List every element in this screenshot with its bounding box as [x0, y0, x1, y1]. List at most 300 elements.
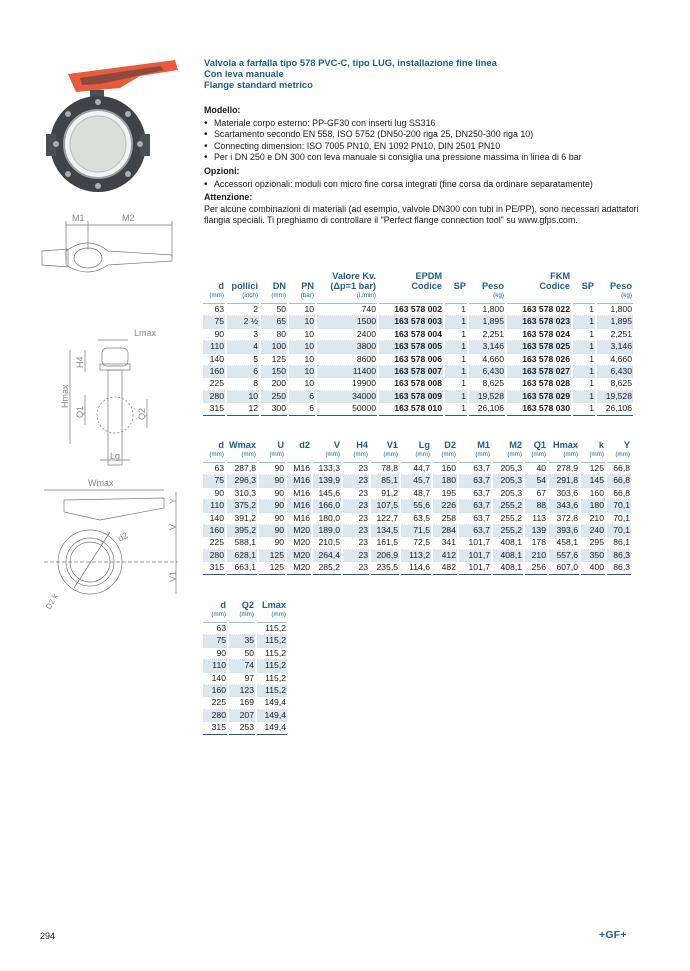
opzioni-item: • Accessori opzionali: moduli con micro fine corsa integrati (fine corsa da ordinare separatamente)	[204, 179, 644, 191]
table-cell: 10	[289, 304, 315, 316]
table-cell: 163 578 006	[379, 354, 443, 366]
column-header: EPDM Codice	[411, 271, 442, 291]
table-cell: 315	[203, 403, 225, 415]
table-cell: 50000	[317, 403, 377, 415]
table-cell: 628,1	[227, 550, 257, 562]
table-cell: 110	[203, 500, 225, 512]
modello-heading: Modello:	[204, 105, 241, 115]
table-cell: 1,800	[597, 304, 633, 316]
table-cell: 458,1	[549, 537, 579, 549]
table-cell: 163 578 029	[507, 391, 571, 403]
table-cell: 163 578 030	[507, 403, 571, 415]
product-description	[204, 103, 644, 227]
table-cell: 284	[433, 525, 457, 537]
table-cell: 256	[525, 562, 547, 574]
table-row	[203, 304, 633, 316]
svg-text:V1: V1	[168, 570, 178, 582]
table-row	[203, 403, 633, 415]
table-cell: 285,2	[313, 562, 341, 574]
table-cell: 10	[289, 329, 315, 341]
front-view-drawing	[30, 470, 190, 620]
svg-text:Q1: Q1	[75, 405, 85, 418]
table-cell: 1	[445, 391, 467, 403]
table-cell: 2,251	[469, 329, 505, 341]
table-cell: 12	[227, 403, 259, 415]
table-cell: 291,8	[549, 475, 579, 487]
table-cell: 66,8	[607, 475, 631, 487]
table-cell: 90	[203, 329, 225, 341]
table-cell: 391,2	[227, 513, 257, 525]
table-cell: 139	[525, 525, 547, 537]
table-cell: 180	[433, 475, 457, 487]
table-cell: 205,3	[493, 488, 523, 500]
table-cell: 225	[203, 378, 225, 390]
table-cell: 10	[289, 354, 315, 366]
attenzione-text: Per alcune combinazioni di materiali (ad esempio, valvole DN300 con tubi in PE/PP), sono necessari adattatori flangia speciali. Ti preghiamo di controllare il "Perfect flange connection tool" su www.gfps.com.	[204, 203, 639, 226]
column-header: Peso (kg)	[482, 281, 504, 299]
table-cell: 207	[229, 710, 255, 722]
table-cell: 67	[525, 488, 547, 500]
svg-text:Lmax: Lmax	[134, 328, 157, 338]
table-cell: 3,146	[469, 341, 505, 353]
table-row	[203, 475, 631, 487]
column-header: U (mm)	[269, 440, 284, 458]
svg-text:Wmax: Wmax	[88, 478, 114, 488]
table-cell: 163 578 027	[507, 366, 571, 378]
table-cell: 70,1	[607, 500, 631, 512]
column-header: d (mm)	[209, 281, 224, 299]
table-cell: 163 578 025	[507, 341, 571, 353]
table-cell: 63,7	[459, 513, 491, 525]
table-row	[203, 697, 287, 709]
top-view-drawing	[30, 205, 190, 280]
table-cell: 350	[581, 550, 605, 562]
table-cell: 44,7	[401, 463, 431, 475]
column-header: Valore Kv. (Δp=1 bar) (l./min)	[330, 271, 376, 299]
table-cell: 2	[227, 304, 259, 316]
column-header: V1 (mm)	[383, 440, 398, 458]
table-cell: 10	[227, 391, 259, 403]
table-cell: 557,6	[549, 550, 579, 562]
table-cell: 225	[203, 537, 225, 549]
table-cell: 6,430	[597, 366, 633, 378]
table-cell: 110	[203, 341, 225, 353]
table-cell: 63,5	[401, 513, 431, 525]
table-cell: 40	[525, 463, 547, 475]
table-cell: 115,2	[257, 660, 287, 672]
table-cell: 1	[573, 354, 595, 366]
table-cell: 280	[203, 391, 225, 403]
table-cell: 393,6	[549, 525, 579, 537]
table-cell: 163 578 007	[379, 366, 443, 378]
table-cell: 86,1	[607, 537, 631, 549]
table-cell: 240	[581, 525, 605, 537]
table-cell: 10	[289, 378, 315, 390]
table-cell: 163 578 022	[507, 304, 571, 316]
table-cell: 65	[261, 316, 287, 328]
table-cell: 75	[203, 635, 227, 647]
table-cell: 588,1	[227, 537, 257, 549]
table-cell: 295	[581, 537, 605, 549]
table-row	[203, 635, 287, 647]
table-row	[203, 623, 287, 635]
table-cell: 663,1	[227, 562, 257, 574]
table-row	[203, 648, 287, 660]
table-cell: 10	[289, 316, 315, 328]
table-cell: 150	[261, 366, 287, 378]
table-cell: 740	[317, 304, 377, 316]
table-cell: 280	[203, 710, 227, 722]
table-cell: 341	[433, 537, 457, 549]
table-cell: 1	[445, 304, 467, 316]
table-cell: 163 578 002	[379, 304, 443, 316]
table-cell: 1	[445, 403, 467, 415]
table-cell: 1	[445, 329, 467, 341]
table-cell: 160	[581, 488, 605, 500]
table-cell: 163 578 024	[507, 329, 571, 341]
table-cell: 125	[261, 354, 287, 366]
table-cell: 10	[289, 341, 315, 353]
table-cell: 1	[573, 366, 595, 378]
table-cell: 1	[573, 341, 595, 353]
column-header: d2	[299, 440, 310, 450]
table-cell: 400	[581, 562, 605, 574]
table-row	[203, 378, 633, 390]
column-header: M1 (mm)	[475, 440, 490, 458]
table-row	[203, 463, 631, 475]
table-row	[203, 366, 633, 378]
table-cell: 26,106	[469, 403, 505, 415]
table-cell: 115,2	[257, 635, 287, 647]
lever-dimensions-table	[201, 600, 289, 735]
table-cell: 200	[261, 378, 287, 390]
table-cell: 23	[343, 475, 369, 487]
table-cell: 133,3	[313, 463, 341, 475]
table-cell: 210,5	[313, 537, 341, 549]
table-cell: 255,2	[493, 513, 523, 525]
table-cell: 66,8	[607, 463, 631, 475]
table-cell: 149,4	[257, 710, 287, 722]
column-header: Y (mm)	[615, 440, 630, 458]
table-cell: 1	[445, 341, 467, 353]
table-cell: 160	[203, 685, 227, 697]
table-cell: 255,2	[493, 500, 523, 512]
table-cell: 4,660	[469, 354, 505, 366]
table-cell: 169	[229, 697, 255, 709]
table-cell: 85,1	[371, 475, 399, 487]
table-cell: 66,8	[607, 488, 631, 500]
table-cell: 115,2	[257, 623, 287, 635]
table-cell: 78,8	[371, 463, 399, 475]
table-cell: 280	[203, 550, 225, 562]
table-cell: 34000	[317, 391, 377, 403]
table-cell: 225	[203, 697, 227, 709]
table-cell: 178	[525, 537, 547, 549]
table-cell: 8,625	[469, 378, 505, 390]
table-cell: 375,2	[227, 500, 257, 512]
table-cell: 134,5	[371, 525, 399, 537]
table-cell: 160	[203, 525, 225, 537]
modello-list	[204, 118, 644, 164]
table-cell: 71,5	[401, 525, 431, 537]
table-cell: 90	[259, 525, 285, 537]
gf-logo: +GF+	[599, 929, 627, 941]
table-cell: 100	[261, 341, 287, 353]
drawing-label-m1: M1	[72, 213, 85, 223]
table-cell: 408,1	[493, 550, 523, 562]
table-cell: 70,1	[607, 525, 631, 537]
table-cell: 63,7	[459, 488, 491, 500]
table-cell: 3800	[317, 341, 377, 353]
table-cell: 1	[445, 366, 467, 378]
table-cell: 1,895	[597, 316, 633, 328]
table-cell: 408,1	[493, 537, 523, 549]
attenzione-heading: Attenzione:	[204, 192, 253, 203]
table-cell: 23	[343, 500, 369, 512]
table-cell: 253	[229, 722, 255, 734]
table-cell: 315	[203, 722, 227, 734]
page-number: 294	[40, 931, 56, 941]
side-view-drawing	[30, 320, 190, 470]
table-cell: 3,146	[597, 341, 633, 353]
table-cell: 1	[573, 403, 595, 415]
table-cell: 189,0	[313, 525, 341, 537]
table-row	[203, 513, 631, 525]
table-row	[203, 562, 631, 574]
table-cell: 63,7	[459, 525, 491, 537]
table-cell: 145	[581, 475, 605, 487]
table-cell: 63	[203, 463, 225, 475]
opzioni-list	[204, 179, 644, 191]
table-cell: 287,8	[227, 463, 257, 475]
table-cell: 255,2	[493, 525, 523, 537]
table-cell: 250	[261, 391, 287, 403]
table-cell: 90	[259, 500, 285, 512]
table-cell: 125	[581, 463, 605, 475]
table-row	[203, 722, 287, 734]
butterfly-valve-image	[40, 52, 180, 192]
svg-text:Lg: Lg	[110, 451, 121, 461]
table-cell: 70,1	[607, 513, 631, 525]
table-cell: 63,7	[459, 500, 491, 512]
table-cell: 161,5	[371, 537, 399, 549]
svg-text:Q2: Q2	[137, 407, 147, 420]
table-cell: M16	[287, 500, 311, 512]
table-cell: 23	[343, 463, 369, 475]
table-cell: 8,625	[597, 378, 633, 390]
table-row	[203, 354, 633, 366]
table-cell: 75	[203, 475, 225, 487]
column-header: DN (mm)	[271, 281, 286, 299]
table-cell: 48,7	[401, 488, 431, 500]
table-cell: 113	[525, 513, 547, 525]
table-cell: M20	[287, 537, 311, 549]
table-cell: 26,106	[597, 403, 633, 415]
table-row	[203, 550, 631, 562]
table-cell: 19,528	[597, 391, 633, 403]
drawing-label-m2: M2	[122, 213, 135, 223]
table-cell: 101,7	[459, 562, 491, 574]
dimensions-table-grid	[201, 440, 633, 575]
table-row	[203, 673, 287, 685]
table-cell: 2,251	[597, 329, 633, 341]
table-cell: 63,7	[459, 475, 491, 487]
table-cell: 1,800	[469, 304, 505, 316]
column-header: Hmax (mm)	[552, 440, 578, 458]
table-cell: 163 578 026	[507, 354, 571, 366]
table-cell	[229, 623, 255, 635]
table-cell: 101,7	[459, 537, 491, 549]
column-header: SP	[581, 281, 594, 291]
title-line-3: Flange standard metrico	[204, 79, 313, 91]
table-cell: 19,528	[469, 391, 505, 403]
table-cell: 607,0	[549, 562, 579, 574]
table-cell: 86,3	[607, 550, 631, 562]
table-row	[203, 660, 287, 672]
table-cell: 300	[261, 403, 287, 415]
table-cell: 149,4	[257, 722, 287, 734]
table-row	[203, 537, 631, 549]
table-cell: 23	[343, 550, 369, 562]
table-cell: 74	[229, 660, 255, 672]
table-cell: 11400	[317, 366, 377, 378]
table-cell: 226	[433, 500, 457, 512]
table-cell: 4,660	[597, 354, 633, 366]
column-header: PN (bar)	[300, 281, 314, 299]
product-photo	[40, 52, 180, 192]
table-cell: 125	[259, 562, 285, 574]
table-cell: 1	[445, 316, 467, 328]
table-cell: 163 578 005	[379, 341, 443, 353]
codes-table	[201, 271, 635, 416]
table-cell: 23	[343, 525, 369, 537]
table-cell: 113,2	[401, 550, 431, 562]
table-cell: 88	[525, 500, 547, 512]
table-cell: 372,8	[549, 513, 579, 525]
lever-dimensions-table-grid	[201, 600, 289, 735]
table-cell: 80	[261, 329, 287, 341]
table-cell: 140	[203, 513, 225, 525]
column-header: Wmax (mm)	[228, 440, 256, 458]
table-cell: 163 578 028	[507, 378, 571, 390]
table-cell: 123	[229, 685, 255, 697]
table-cell: 110	[203, 660, 227, 672]
table-cell: 149,4	[257, 697, 287, 709]
modello-item: • Per i DN 250 e DN 300 con leva manuale si consiglia una pressione massima in linea di 6 bar	[204, 152, 644, 164]
table-cell: 23	[343, 488, 369, 500]
table-cell: 206,9	[371, 550, 399, 562]
table-cell: 163 578 004	[379, 329, 443, 341]
table-cell: 91,2	[371, 488, 399, 500]
table-cell: 145,6	[313, 488, 341, 500]
svg-text:d2: d2	[116, 530, 130, 544]
title-line-1: Valvola a farfalla tipo 578 PVC-C, tipo LUG, installazione fine linea	[204, 57, 497, 68]
table-cell: 180,0	[313, 513, 341, 525]
table-cell: 90	[259, 488, 285, 500]
table-cell: M16	[287, 513, 311, 525]
column-header: SP	[453, 281, 466, 291]
modello-item: • Scartamento secondo EN 558, ISO 5752 (DN50-200 riga 25, DN250-300 riga 10)	[204, 129, 644, 141]
table-cell: 1,895	[469, 316, 505, 328]
table-cell: 2400	[317, 329, 377, 341]
table-cell: 8	[227, 378, 259, 390]
table-row	[203, 391, 633, 403]
table-cell: 205,3	[493, 475, 523, 487]
svg-text:Y: Y	[168, 497, 178, 504]
table-cell: 19900	[317, 378, 377, 390]
table-cell: 90	[203, 648, 227, 660]
table-cell: 90	[259, 537, 285, 549]
table-cell: 395,2	[227, 525, 257, 537]
table-cell: 160	[203, 366, 225, 378]
table-row	[203, 685, 287, 697]
table-cell: 264,4	[313, 550, 341, 562]
table-cell: 2 ½	[227, 316, 259, 328]
table-cell: M16	[287, 475, 311, 487]
table-cell: 140	[203, 354, 225, 366]
table-cell: 35	[229, 635, 255, 647]
table-row	[203, 341, 633, 353]
table-cell: 163 578 010	[379, 403, 443, 415]
table-cell: 63	[203, 623, 227, 635]
column-header: Peso (kg)	[610, 281, 632, 299]
column-header: FKM Codice	[539, 271, 570, 291]
table-cell: 23	[343, 513, 369, 525]
table-cell: 90	[203, 488, 225, 500]
table-cell: 50	[261, 304, 287, 316]
column-header: H4 (mm)	[353, 440, 368, 458]
table-cell: 163 578 009	[379, 391, 443, 403]
table-cell: 1	[573, 316, 595, 328]
table-cell: 163 578 003	[379, 316, 443, 328]
table-cell: 180	[581, 500, 605, 512]
table-cell: 310,3	[227, 488, 257, 500]
table-cell: 8600	[317, 354, 377, 366]
column-header: Q2 (mm)	[239, 600, 254, 618]
table-cell: 75	[203, 316, 225, 328]
table-cell: 45,7	[401, 475, 431, 487]
codes-table-grid	[201, 271, 635, 416]
table-cell: 3	[227, 329, 259, 341]
table-cell: 1	[445, 354, 467, 366]
table-cell: 166,0	[313, 500, 341, 512]
table-cell: 55,6	[401, 500, 431, 512]
table-cell: 163 578 008	[379, 378, 443, 390]
table-cell: 315	[203, 562, 225, 574]
svg-text:D2 k: D2 k	[43, 592, 60, 611]
table-cell: 23	[343, 537, 369, 549]
table-cell: 1	[445, 378, 467, 390]
table-cell: 72,5	[401, 537, 431, 549]
table-cell: 23	[343, 562, 369, 574]
dimensions-table	[201, 440, 633, 575]
table-cell: 258	[433, 513, 457, 525]
table-cell: 6	[227, 366, 259, 378]
table-cell: 235,5	[371, 562, 399, 574]
column-header: V (mm)	[325, 440, 340, 458]
table-cell: 115,2	[257, 648, 287, 660]
table-cell: 122,7	[371, 513, 399, 525]
table-cell: 90	[259, 513, 285, 525]
table-cell: 1	[573, 391, 595, 403]
table-cell: M20	[287, 525, 311, 537]
table-cell: 296,3	[227, 475, 257, 487]
table-cell: 139,9	[313, 475, 341, 487]
table-cell: 115,2	[257, 673, 287, 685]
table-cell: 90	[259, 463, 285, 475]
table-row	[203, 500, 631, 512]
column-header: k (mm)	[589, 440, 604, 458]
